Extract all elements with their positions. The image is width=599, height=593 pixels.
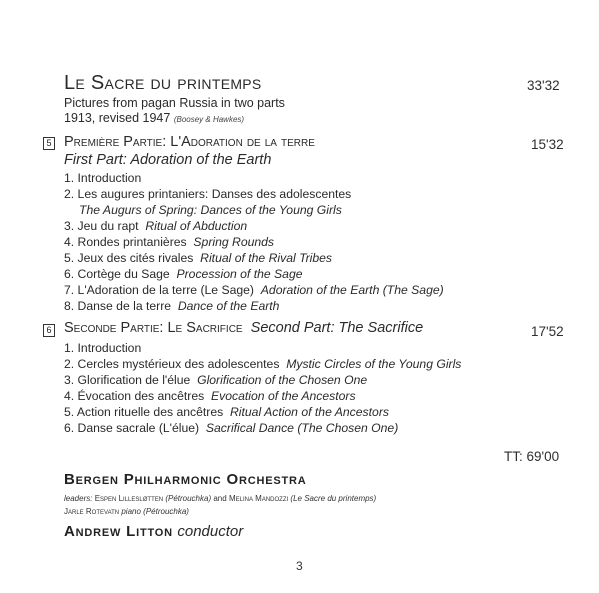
list-item (64, 299, 279, 313)
list-item (64, 251, 332, 265)
list-item (64, 341, 141, 355)
list-item (79, 203, 342, 217)
list-item (64, 421, 398, 435)
conductor-role: conductor (177, 523, 244, 540)
item-fr: 6. Cortège du Sage (64, 267, 170, 281)
item-fr: 7. L'Adoration de la terre (Le Sage) (64, 283, 254, 297)
item-fr: 2. Cercles mystérieux des adolescentes (64, 357, 280, 371)
item-en: Ritual Action of the Ancestors (230, 405, 389, 419)
leaders-label: leaders: (64, 494, 93, 503)
leader1-work: (Pétrouchka) (165, 494, 212, 503)
item-en: Dance of the Earth (177, 299, 280, 313)
item-en: Adoration of the Earth (The Sage) (260, 283, 444, 297)
item-fr: 6. Danse sacrale (L'élue) (64, 421, 200, 435)
item-en: Sacrifical Dance (The Chosen One) (205, 421, 399, 435)
part2-title: Seconde Partie: Le Sacrifice (64, 320, 243, 336)
item-en: The Augurs of Spring: Dances of the Young Girls (79, 203, 342, 217)
and-word: and (213, 494, 227, 503)
item-fr: 5. Jeux des cités rivales (64, 251, 194, 265)
list-item (64, 187, 351, 201)
item-fr: 2. Les augures printaniers: Danses des adolescentes (64, 187, 352, 201)
leader2-work: (Le Sacre du printemps) (290, 494, 377, 503)
item-fr: 4. Évocation des ancêtres (64, 389, 205, 403)
item-fr: 3. Glorification de l'élue (64, 373, 191, 387)
leader2-name: Melina Mandozzi (228, 494, 289, 503)
part1-duration: 15'32 (531, 137, 564, 152)
list-item (64, 357, 461, 371)
work-duration: 33'32 (527, 78, 560, 93)
part2-duration: 17'52 (531, 324, 564, 339)
list-item (64, 389, 356, 403)
item-en: Ritual of the Rival Tribes (200, 251, 333, 265)
list-item (64, 219, 247, 233)
item-fr: 1. Introduction (64, 171, 142, 185)
pianist-role: piano (121, 507, 141, 516)
pianist-line (64, 507, 189, 516)
list-item (64, 405, 389, 419)
list-item (64, 283, 444, 297)
item-fr: 5. Action rituelle des ancêtres (64, 405, 224, 419)
item-fr: 8. Danse de la terre (64, 299, 172, 313)
item-en: Evocation of the Ancestors (211, 389, 356, 403)
page-number: 3 (296, 559, 303, 573)
conductor-line (64, 523, 243, 541)
part1-title-en: First Part: Adoration of the Earth (64, 152, 272, 168)
part2-title-en: Second Part: The Sacrifice (250, 320, 424, 336)
item-fr: 3. Jeu du rapt (64, 219, 139, 233)
work-dates-text: 1913, revised 1947 (64, 111, 171, 125)
item-en: Spring Rounds (193, 235, 275, 249)
list-item (64, 235, 274, 249)
orchestra-name: Bergen Philharmonic Orchestra (64, 471, 307, 488)
leaders-line (64, 494, 376, 503)
item-en: Mystic Circles of the Young Girls (286, 357, 462, 371)
work-dates (64, 111, 244, 125)
item-en: Glorification of the Chosen One (197, 373, 368, 387)
pianist-work: (Pétrouchka) (143, 507, 189, 516)
list-item (64, 171, 141, 185)
total-time: TT: 69'00 (504, 449, 560, 464)
track-number-6: 6 (43, 324, 55, 337)
leader1-name: Espen Lillesløtten (94, 494, 164, 503)
pianist-name: Jarle Rotevatn (64, 507, 120, 516)
item-en: Procession of the Sage (176, 267, 303, 281)
part2-heading (64, 320, 423, 336)
item-fr: 4. Rondes printanières (64, 235, 187, 249)
publisher-note: (Boosey & Hawkes) (173, 115, 245, 124)
list-item (64, 373, 367, 387)
part1-title: Première Partie: L'Adoration de la terre (64, 134, 315, 150)
item-en: Ritual of Abduction (145, 219, 248, 233)
work-title: Le Sacre du printemps (64, 72, 262, 94)
item-fr: 1. Introduction (64, 341, 142, 355)
list-item (64, 267, 303, 281)
work-subtitle: Pictures from pagan Russia in two parts (64, 96, 285, 110)
track-number-5: 5 (43, 137, 55, 150)
conductor-name: Andrew Litton (64, 523, 173, 540)
